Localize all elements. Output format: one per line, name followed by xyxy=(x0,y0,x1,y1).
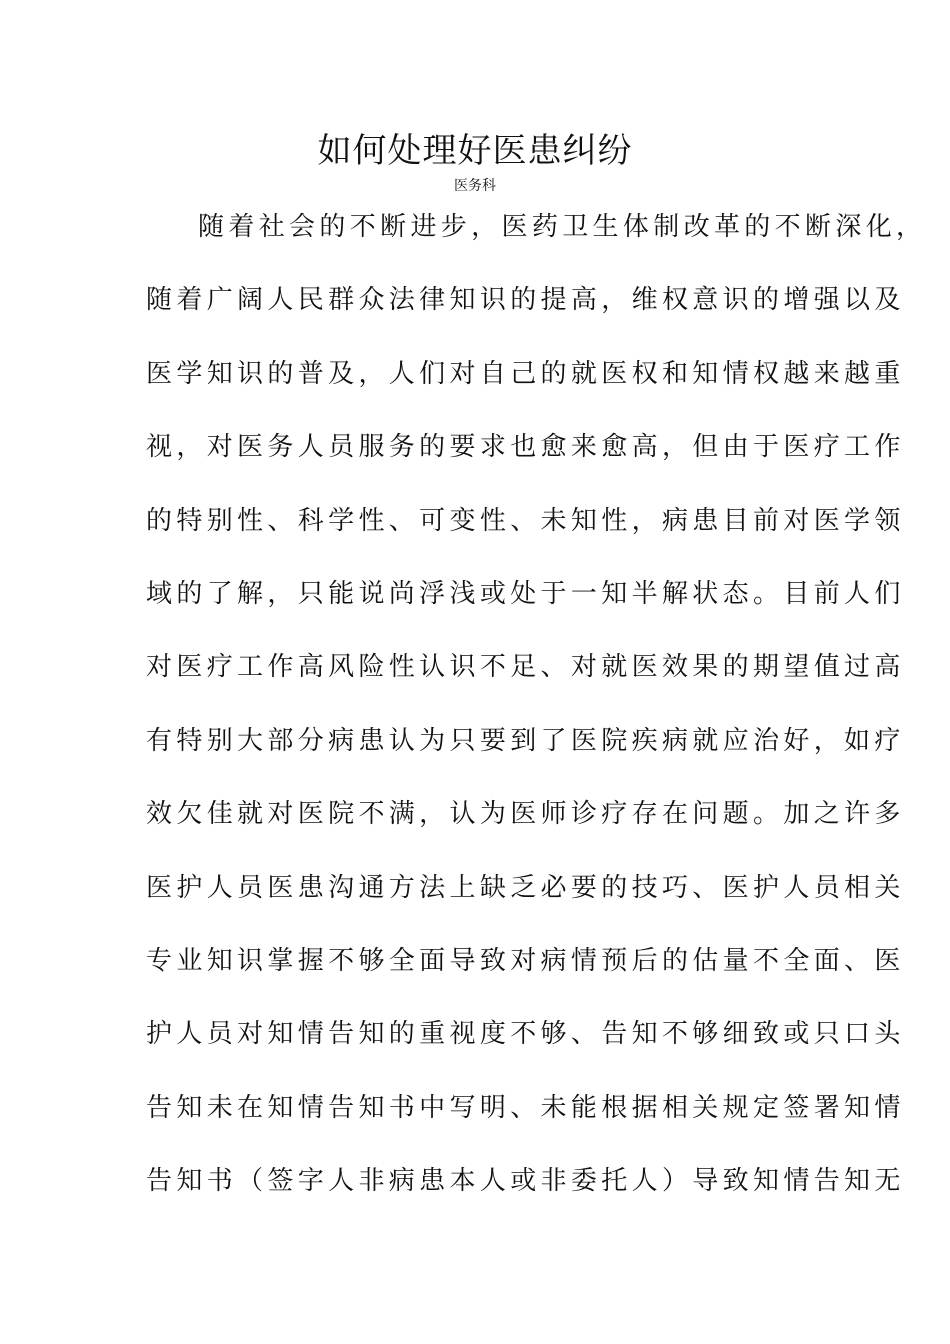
document-title: 如何处理好医患纠纷 xyxy=(317,131,633,171)
body-line: 医护人员医患沟通方法上缺乏必要的技巧、医护人员相关 xyxy=(146,872,905,903)
body-line: 有特别大部分病患认为只要到了医院疾病就应治好，如疗 xyxy=(146,725,905,756)
body-line: 域的了解，只能说尚浮浅或处于一知半解状态。目前人们 xyxy=(146,578,905,609)
body-line: 告知未在知情告知书中写明、未能根据相关规定签署知情 xyxy=(146,1092,905,1123)
body-line: 视，对医务人员服务的要求也愈来愈高，但由于医疗工作 xyxy=(146,432,905,463)
body-line: 随着广阔人民群众法律知识的提高，维权意识的增强以及 xyxy=(146,285,905,316)
body-line: 的特别性、科学性、可变性、未知性，病患目前对医学领 xyxy=(146,505,905,536)
body-line: 告知书（签字人非病患本人或非委托人）导致知情告知无 xyxy=(146,1166,905,1197)
body-line: 随着社会的不断进步，医药卫生体制改革的不断深化， xyxy=(198,212,927,242)
body-line: 效欠佳就对医院不满，认为医师诊疗存在问题。加之许多 xyxy=(146,799,905,830)
document-body xyxy=(146,203,927,1230)
body-line: 护人员对知情告知的重视度不够、告知不够细致或只口头 xyxy=(146,1019,905,1050)
body-line: 对医疗工作高风险性认识不足、对就医效果的期望值过高 xyxy=(146,652,905,683)
document-department: 医务科 xyxy=(454,178,496,194)
body-line: 专业知识掌握不够全面导致对病情预后的估量不全面、医 xyxy=(146,945,905,976)
body-line: 医学知识的普及，人们对自己的就医权和知情权越来越重 xyxy=(146,358,905,389)
